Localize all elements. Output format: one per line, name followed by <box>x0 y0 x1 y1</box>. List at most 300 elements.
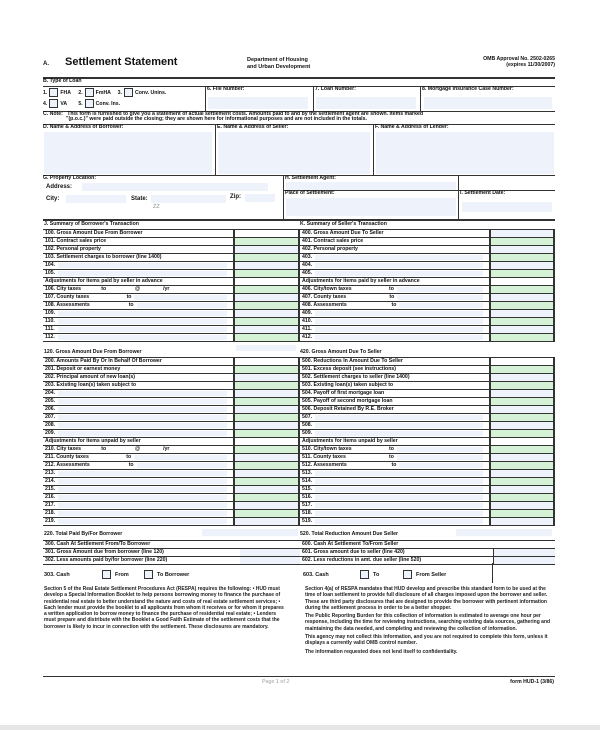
row-description-input[interactable] <box>397 447 483 452</box>
row-amount-input[interactable] <box>233 470 300 477</box>
table-row <box>43 470 300 478</box>
address-input[interactable] <box>82 183 268 191</box>
row-label-text: 212. Assessments to <box>45 462 134 468</box>
row-label-text: 216. <box>45 494 56 500</box>
state-input[interactable] <box>151 195 226 210</box>
row-label <box>300 230 489 237</box>
row-label <box>300 334 489 341</box>
row-601-label: 601. Gross amount due to seller (line 420) <box>302 549 405 555</box>
row-label-text: Adjustments for items paid by seller in advance <box>302 278 420 284</box>
row-label <box>43 302 233 309</box>
respa-left-paragraph: Section 5 of the Real Estate Settlement Procedures Act (RESPA) requires the following: • HUD must develop a Special Information Booklet to help persons borrowing money to finance the purchase of residential real estate to better understand the nature and costs of real estate settlement services; • Each lender must provide the booklet to all applicants from whom it receives or for whom it prepares a written application to borrow money to finance the purchase of residential real estate; • Lenders must prepare and distribute with the Booklet a Good Faith Estimate of the settlement costs that the borrower is likely to incur in connection with the settlement. These disclosures are mandatory. <box>44 586 284 630</box>
row-label <box>300 406 489 413</box>
table-row <box>43 302 300 310</box>
row-amount-input[interactable] <box>233 310 300 317</box>
row-amount-input[interactable] <box>489 462 555 469</box>
table-row <box>43 334 300 342</box>
row-description-input[interactable] <box>58 503 227 508</box>
row-description-input[interactable] <box>58 415 227 420</box>
from-borrower-checkbox[interactable] <box>102 570 111 579</box>
borrower-cash-table <box>43 540 300 565</box>
row-amount-input[interactable] <box>489 238 555 245</box>
borrower-total-220-input[interactable] <box>202 529 298 536</box>
seller-total-520-input[interactable] <box>456 529 552 536</box>
omb-expiry: (expires 11/30/2007) <box>506 62 555 68</box>
fmha-checkbox[interactable] <box>85 88 94 97</box>
row-description-input[interactable] <box>315 471 483 476</box>
table-row <box>43 446 300 454</box>
row-amount-input[interactable] <box>489 294 555 301</box>
row-600-label: 600. Cash At Settlement To/From Seller <box>302 541 399 547</box>
row-label <box>43 446 233 453</box>
row-label <box>300 462 489 469</box>
row-description-input[interactable] <box>58 311 227 316</box>
row-amount-input[interactable] <box>233 502 300 509</box>
type-of-loan-heading: B. Type of Loan <box>43 78 82 84</box>
row-amount-input[interactable] <box>489 334 555 341</box>
row-description-input[interactable] <box>58 495 227 500</box>
row-amount-input[interactable] <box>489 502 555 509</box>
seller-total-420-label: 420. Gross Amount Due To Seller <box>300 349 382 355</box>
row-301-amount[interactable] <box>240 549 300 556</box>
borrower-summary-heading: J. Summary of Borrower's Transaction <box>44 221 139 227</box>
row-label <box>300 286 489 293</box>
table-row <box>300 238 555 246</box>
lender-address-input[interactable] <box>376 132 554 174</box>
row-description-input[interactable] <box>58 327 227 332</box>
table-row <box>300 310 555 318</box>
row-amount-input[interactable] <box>489 382 555 389</box>
row-301-label: 301. Gross Amount due from borrower (line 120) <box>45 549 164 555</box>
cash-303-label: 303. Cash <box>44 572 70 578</box>
section-a-label: A. <box>43 61 49 67</box>
row-amount-input[interactable] <box>489 310 555 317</box>
row-label <box>300 510 489 517</box>
row-description-input[interactable] <box>397 455 483 460</box>
table-row <box>300 294 555 302</box>
row-label <box>43 334 233 341</box>
conv-ins-checkbox[interactable] <box>85 99 94 108</box>
row-amount-input[interactable] <box>233 486 300 493</box>
row-label-text: 410. <box>302 318 313 324</box>
row-label-text: 407. County taxes to <box>302 294 395 300</box>
borrower-total-220-label: 220. Total Paid By/For Borrower <box>44 531 123 537</box>
row-amount-input[interactable] <box>233 270 300 277</box>
row-amount-input[interactable] <box>489 302 555 309</box>
row-description-input[interactable] <box>58 479 227 484</box>
row-amount-input[interactable] <box>489 398 555 405</box>
row-description-input[interactable] <box>315 511 483 516</box>
table-row <box>43 398 300 406</box>
row-amount-input[interactable] <box>233 334 300 341</box>
row-amount-input[interactable] <box>233 390 300 397</box>
row-amount-input[interactable] <box>489 430 555 437</box>
table-row <box>300 286 555 294</box>
from-seller-label: From Seller <box>416 572 447 578</box>
row-description-input[interactable] <box>315 335 483 340</box>
row-label <box>43 246 233 253</box>
table-row <box>43 390 300 398</box>
from-label: From <box>115 572 129 578</box>
zip-input[interactable] <box>245 194 275 202</box>
row-label <box>43 494 233 501</box>
from-seller-checkbox[interactable] <box>403 570 412 579</box>
row-description-input[interactable] <box>58 431 227 436</box>
row-label-text: 214. <box>45 478 56 484</box>
row-description-input[interactable] <box>134 455 227 460</box>
borrower-total-120-input[interactable] <box>236 345 296 351</box>
row-amount-input[interactable] <box>489 374 555 381</box>
table-row <box>43 358 300 366</box>
loan-type-num: 4. <box>43 101 48 107</box>
row-amount-input[interactable] <box>489 454 555 461</box>
settlement-agent-input[interactable] <box>286 182 456 190</box>
row-description-input[interactable] <box>137 463 227 468</box>
row-label-text: 401. Contract sales price <box>302 238 364 244</box>
row-description-input[interactable] <box>58 391 227 396</box>
fha-checkbox[interactable] <box>49 88 58 97</box>
seller-total-520-label: 520. Total Reduction Amount Due Seller <box>300 531 398 537</box>
row-amount-input[interactable] <box>233 494 300 501</box>
row-label-text: 504. Payoff of first mortgage loan <box>302 390 385 396</box>
table-row <box>43 478 300 486</box>
row-amount-input[interactable] <box>489 318 555 325</box>
row-amount-input[interactable] <box>489 478 555 485</box>
row-description-input[interactable] <box>315 271 483 276</box>
row-description-input[interactable] <box>315 487 483 492</box>
row-602-amount[interactable] <box>493 557 555 564</box>
table-row <box>300 374 555 382</box>
row-description-input[interactable] <box>58 471 227 476</box>
row-amount-input[interactable] <box>233 430 300 437</box>
row-amount-input[interactable] <box>233 278 300 285</box>
row-amount-input[interactable] <box>233 398 300 405</box>
row-label <box>300 238 489 245</box>
row-label <box>43 398 233 405</box>
row-label-text: 210. City taxes to @ /yr <box>45 446 170 452</box>
row-description-input[interactable] <box>315 255 483 260</box>
row-amount-input[interactable] <box>233 374 300 381</box>
table-row <box>300 414 555 422</box>
city-input[interactable] <box>66 195 126 203</box>
city-label: City: <box>46 196 60 202</box>
table-row <box>300 302 555 310</box>
row-amount-input[interactable] <box>233 358 300 365</box>
row-label-text: 205. <box>45 398 56 404</box>
row-amount-input[interactable] <box>489 286 555 293</box>
row-description-input[interactable] <box>399 303 483 308</box>
row-label-text: 217. <box>45 502 56 508</box>
row-label-text: 501. Excess deposit (see instructions) <box>302 366 396 372</box>
row-description-input[interactable] <box>137 303 227 308</box>
row-amount-input[interactable] <box>233 286 300 293</box>
borrower-table-200 <box>43 357 300 526</box>
row-amount-input[interactable] <box>489 278 555 285</box>
table-row <box>43 366 300 374</box>
row-amount-input[interactable] <box>233 422 300 429</box>
settlement-agent-label: H. Settlement Agent: <box>285 175 336 181</box>
row-label <box>300 310 489 317</box>
row-amount-input[interactable] <box>233 382 300 389</box>
row-label <box>300 454 489 461</box>
row-description-input[interactable] <box>397 295 483 300</box>
table-row <box>43 310 300 318</box>
row-label <box>300 358 489 365</box>
row-amount-input[interactable] <box>489 254 555 261</box>
omb-approval: OMB Approval No. 2502-0265 <box>483 56 555 62</box>
row-label-text: 400. Gross Amount Due To Seller <box>302 230 384 236</box>
row-amount-input[interactable] <box>233 262 300 269</box>
table-row <box>300 262 555 270</box>
row-label-text: 517. <box>302 502 313 508</box>
row-label-text: 200. Amounts Paid By Or In Behalf Of Borrower <box>45 358 162 364</box>
row-label-text: 208. <box>45 422 56 428</box>
row-description-input[interactable] <box>58 487 227 492</box>
file-number-label: 6. File Number: <box>207 86 245 92</box>
table-row <box>43 502 300 510</box>
table-row <box>300 446 555 454</box>
row-description-input[interactable] <box>315 423 483 428</box>
row-label-text: 511. County taxes to <box>302 454 394 460</box>
table-row <box>43 462 300 470</box>
to-seller-checkbox[interactable] <box>360 570 369 579</box>
mortgage-insurance-label: 8. Mortgage Insurance Case Number: <box>422 86 514 92</box>
row-amount-input[interactable] <box>489 326 555 333</box>
row-label-text: 510. City/town taxes to <box>302 446 394 452</box>
borrower-address-input[interactable] <box>44 132 212 174</box>
row-amount-input[interactable] <box>489 422 555 429</box>
table-row <box>300 470 555 478</box>
row-label-text: 513. <box>302 470 313 476</box>
row-label <box>300 270 489 277</box>
row-description-input[interactable] <box>134 295 227 300</box>
borrower-table-100 <box>43 229 300 342</box>
lender-address-label: F. Name & Address of Lender: <box>375 124 449 130</box>
loan-type-num: 5. <box>78 101 83 107</box>
row-label <box>43 366 233 373</box>
row-label-text: 218. <box>45 510 56 516</box>
row-label-text: 112. <box>45 334 55 340</box>
row-amount-input[interactable] <box>233 414 300 421</box>
borrower-cash-row <box>44 570 189 581</box>
row-amount-input[interactable] <box>233 238 300 245</box>
respa-section-5-text <box>44 586 286 632</box>
row-label-text: 507. <box>302 414 313 420</box>
table-row <box>300 502 555 510</box>
va-checkbox[interactable] <box>49 99 58 108</box>
row-amount-input[interactable] <box>233 406 300 413</box>
row-label <box>300 398 489 405</box>
place-of-settlement-input[interactable] <box>286 198 456 216</box>
row-amount-input[interactable] <box>489 510 555 517</box>
row-label-text: 101. Contract sales price <box>45 238 107 244</box>
row-amount-input[interactable] <box>489 414 555 421</box>
row-label-text: 512. Assessments to <box>302 462 397 468</box>
row-amount-input[interactable] <box>489 486 555 493</box>
row-label-text: 105. <box>45 270 56 276</box>
property-location-label: G. Property Location: <box>43 175 97 181</box>
place-of-settlement-label: Place of Settlement: <box>285 190 335 196</box>
row-label-text: 412. <box>302 334 313 340</box>
conv-unins-label: Conv. Unins. <box>134 90 167 96</box>
row-label <box>43 486 233 493</box>
loan-number-input[interactable] <box>316 97 416 109</box>
to-borrower-checkbox[interactable] <box>144 570 153 579</box>
table-row <box>43 318 300 326</box>
table-row <box>300 478 555 486</box>
row-description-input[interactable] <box>397 287 483 292</box>
row-label-text: Adjustments for items unpaid by seller <box>302 438 398 444</box>
row-description-input[interactable] <box>315 431 483 436</box>
row-label-text: 503. Existing loan(s) taken subject to <box>302 382 394 388</box>
row-label-text: 404. <box>302 262 313 268</box>
table-row <box>43 438 300 446</box>
row-label <box>300 326 489 333</box>
row-description-input[interactable] <box>58 407 227 412</box>
row-label-text: 519. <box>302 518 313 524</box>
row-amount-input[interactable] <box>489 270 555 277</box>
table-row <box>300 486 555 494</box>
table-row <box>43 454 300 462</box>
row-label <box>43 270 233 277</box>
table-row <box>43 430 300 438</box>
conv-unins-checkbox[interactable] <box>124 88 133 97</box>
row-label-text: 409. <box>302 310 313 316</box>
row-amount-input[interactable] <box>489 438 555 445</box>
row-amount-input[interactable] <box>233 454 300 461</box>
row-amount-input[interactable] <box>489 358 555 365</box>
row-amount-input[interactable] <box>489 406 555 413</box>
row-description-input[interactable] <box>399 463 483 468</box>
row-amount-input[interactable] <box>489 494 555 501</box>
loan-type-num: 1. <box>43 90 48 96</box>
row-amount-input[interactable] <box>233 438 300 445</box>
row-amount-input[interactable] <box>233 326 300 333</box>
row-amount-input[interactable] <box>233 294 300 301</box>
table-row <box>300 406 555 414</box>
row-description-input[interactable] <box>315 503 483 508</box>
table-row <box>300 430 555 438</box>
row-amount-input[interactable] <box>233 254 300 261</box>
row-description-input[interactable] <box>58 263 227 268</box>
row-label <box>300 470 489 477</box>
row-description-input[interactable] <box>58 423 227 428</box>
row-description-input[interactable] <box>315 415 483 420</box>
file-number-input[interactable] <box>208 97 308 109</box>
mortgage-insurance-input[interactable] <box>424 97 552 109</box>
row-amount-input[interactable] <box>489 246 555 253</box>
row-amount-input[interactable] <box>489 470 555 477</box>
row-label <box>300 366 489 373</box>
loan-type-num: 3. <box>117 90 122 96</box>
row-amount-input[interactable] <box>233 366 300 373</box>
row-amount-input[interactable] <box>233 478 300 485</box>
row-label-text: 516. <box>302 494 313 500</box>
row-label <box>43 238 233 245</box>
row-amount-input[interactable] <box>233 318 300 325</box>
row-amount-input[interactable] <box>489 366 555 373</box>
row-label <box>43 438 233 445</box>
row-302-label: 302. Less amounts paid by/for borrower (line 220) <box>45 557 168 563</box>
row-amount-input[interactable] <box>489 262 555 269</box>
row-label-text: 104. <box>45 262 56 268</box>
seller-address-label: E. Name & Address of Seller: <box>217 124 289 130</box>
row-amount-input[interactable] <box>233 510 300 517</box>
row-label <box>43 390 233 397</box>
row-description-input[interactable] <box>58 511 227 516</box>
row-label <box>43 358 233 365</box>
row-description-input[interactable] <box>315 263 483 268</box>
row-label <box>43 478 233 485</box>
row-amount-input[interactable] <box>233 462 300 469</box>
row-description-input[interactable] <box>58 319 227 324</box>
respa-right-paragraph-1: Section 4(a) of RESPA mandates that HUD develop and prescribe this standard form to be used at the time of loan settlement to provide full disclosure of all charges imposed upon the borrower and seller. These are third party disclosures that are designed to provide the borrower with pertinent information during the settlement process in order to be a better shopper. <box>305 586 548 611</box>
row-302-amount[interactable] <box>240 557 300 564</box>
va-label: VA <box>60 101 68 107</box>
row-label <box>300 486 489 493</box>
row-label <box>300 438 489 445</box>
row-label <box>43 510 233 517</box>
row-label <box>43 382 233 389</box>
row-description-input[interactable] <box>315 479 483 484</box>
row-label <box>300 446 489 453</box>
table-row <box>43 326 300 334</box>
row-amount-input[interactable] <box>233 446 300 453</box>
row-description-input[interactable] <box>315 327 483 332</box>
settlement-date-input[interactable] <box>462 202 552 212</box>
row-description-input[interactable] <box>58 519 227 524</box>
row-label-text: Adjustments for items paid by seller in advance <box>45 278 163 284</box>
row-amount-input[interactable] <box>233 302 300 309</box>
row-amount-input[interactable] <box>489 446 555 453</box>
table-row <box>43 406 300 414</box>
row-amount-input[interactable] <box>489 518 555 525</box>
row-description-input[interactable] <box>58 399 227 404</box>
row-description-input[interactable] <box>315 519 483 524</box>
row-label-text: 109. <box>45 310 56 316</box>
row-601-amount[interactable] <box>493 549 555 556</box>
cash-603-label: 603. Cash <box>303 572 329 578</box>
table-row <box>300 462 555 470</box>
row-label <box>300 262 489 269</box>
loan-type-num: 2. <box>78 90 83 96</box>
row-description-input[interactable] <box>315 311 483 316</box>
table-row <box>43 414 300 422</box>
row-amount-input[interactable] <box>233 246 300 253</box>
row-description-input[interactable] <box>315 319 483 324</box>
fmha-label: FmHA <box>95 90 111 96</box>
table-row <box>43 374 300 382</box>
row-label-text: 406. City/town taxes to <box>302 286 394 292</box>
row-description-input[interactable] <box>58 271 227 276</box>
note-line-1: C. Note: This form is furnished to give you a statement of actual settlement costs. Amounts paid to and by the settlement agent are shown. Items marked <box>43 111 424 117</box>
row-description-input[interactable] <box>58 335 227 340</box>
seller-cash-table <box>300 540 555 565</box>
row-description-input[interactable] <box>315 495 483 500</box>
seller-address-input[interactable] <box>218 132 370 174</box>
row-label-text: 502. Settlement charges to seller (line 1400) <box>302 374 410 380</box>
table-row <box>43 246 300 254</box>
row-amount-input[interactable] <box>489 390 555 397</box>
row-label-text: Adjustments for items unpaid by seller <box>45 438 141 444</box>
row-amount-input[interactable] <box>233 230 300 237</box>
reporting-burden-paragraph: The Public Reporting Burden for this collection of information is estimated to average one hour per response, including the time for reviewing instructions, searching existing data sources, gathering and maintaining the data needed, and completing and reviewing the collection of information. <box>305 613 551 632</box>
row-amount-input[interactable] <box>233 518 300 525</box>
row-amount-input[interactable] <box>489 230 555 237</box>
row-label-text: 202. Principal amount of new loan(s) <box>45 374 135 380</box>
table-row <box>43 230 300 238</box>
table-row <box>300 246 555 254</box>
